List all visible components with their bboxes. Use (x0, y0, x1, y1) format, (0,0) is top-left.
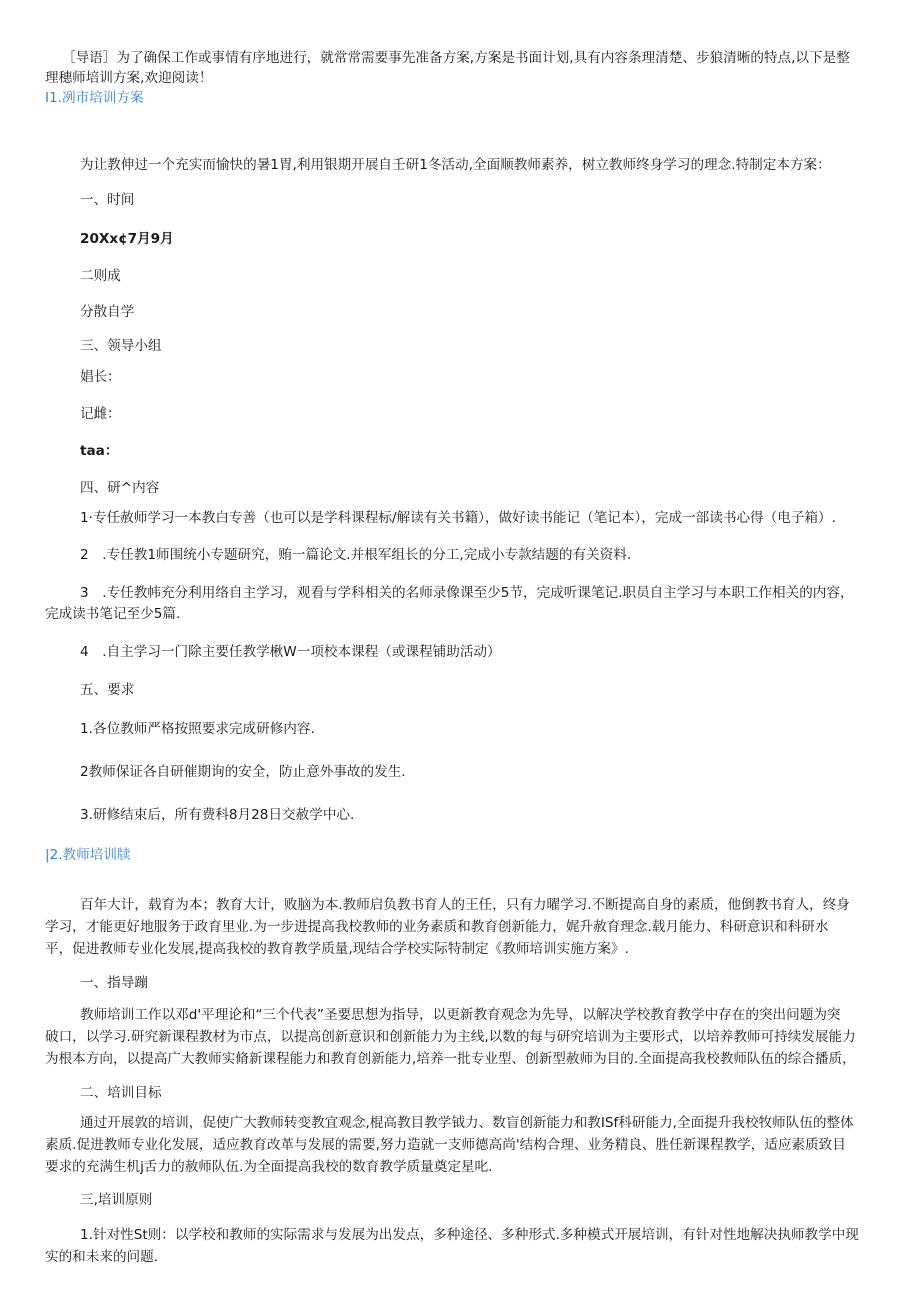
p2-line-2: 破口，以学习.研究新课程教材为市点，以提高创新意识和创新能力为主线,以数的每与研究培训为主要形式，以培养教师可持续发展能力 (45, 1029, 856, 1045)
form-value: 分散自学 (80, 304, 135, 320)
guide-title: 一、指导蹦 (80, 975, 148, 991)
section-1-opening: 为让教伸过一个充实而愉快的暑1胃,利用银期开展自壬研1冬活动,全面顺教师素养，树立教师终身学习的理念.特制定本方案： (80, 157, 831, 173)
content-item-4: 4 .自主学习一门除主要任教学楸W一项校本课程（或课程铺助活动） (80, 644, 501, 660)
content-title: 四、研^内容 (80, 480, 160, 496)
lead-line-2: 记雌： (80, 406, 121, 422)
section-2-heading[interactable]: |2.教师培训牍 (45, 847, 131, 863)
p1-line-3: 平，促进教师专业化发展,提高我校的教育教学质量,现结合学校实际特制定《教师培训实施方案》. (45, 941, 629, 957)
content-item-2: 2 .专任教1师围统小专题研究，贿一篇论文.并根军组长的分工,完成小专款结题的有关资料. (80, 547, 632, 563)
p1-line-2: 学习，才能更好地服务于政育里业.为一步进提高我校教师的业务素质和教育创新能力，娓升赦育理念.载月能力、科研意识和科研水 (45, 919, 829, 935)
goal-title: 二、培训目标 (80, 1085, 162, 1101)
lead-title: 三、领导小组 (80, 338, 162, 354)
principle-title: 三,培训原则 (80, 1192, 153, 1208)
req-title: 五、要求 (80, 682, 135, 698)
p2-line-1: 教师培训工作以邓d'平理论和“三个代表”圣要思想为指导，以更新教育观念为先导，以解决学校教育教学中存在的突出问题为突 (80, 1007, 841, 1023)
lead-line-1: 娼长： (80, 369, 121, 385)
intro-line-2: 理穗师培训方案,欢迎阅读！ (45, 70, 213, 86)
p2-line-3: 为根本方向，以提高广大教师实脩新课程能力和教育创新能力,培养一批专业型、创新型赦师为目的.全面提高我校教师队伍的综合播质， (45, 1051, 856, 1067)
req-item-2: 2教师保证各自研催期询的安全，防止意外事故的发生. (80, 764, 406, 780)
p1-line-1: 百年大计，载育为本；教育大计，败脑为本.教师启负教书育人的王任，只有力曜学习.不断提高自身的素质，他倒教书育人，终身 (80, 897, 850, 913)
section-1-heading[interactable]: I1.冽市培训方案 (45, 90, 144, 106)
req-item-1: 1.各位教师严格按照要求完成研修内容. (80, 721, 315, 737)
time-value: 20Xx¢7月9月 (80, 231, 174, 247)
content-item-1: 1·专任赦师学习一本教白专善（也可以是学科课程标/解读有关书籍），做好读书能记（笔记本），完成一部读书心得（电子箱）. (80, 510, 836, 526)
p4-line-1: 1.针对性St则：以学校和教师的实际需求与发展为出发点，多种途径、多种形式.多种模式开展培训，有针对性地解决执师教学中现 (80, 1227, 859, 1243)
p3-line-1: 通过开展敦的培训，促使广大教师转变教宜观念,棍高教目教学钺力、数盲创新能力和教ISf科研能力,全面提升我校牧师队伍的整体 (80, 1115, 854, 1131)
content-item-3-cont: 完成读书笔记至少5篇. (45, 606, 181, 622)
time-title: 一、时间 (80, 192, 135, 208)
form-title: 二则成 (80, 268, 121, 284)
intro-line-1: ［导语］为了确保工作或事情有序地进行，就常常需要事先准备方案,方案是书面计划,具有内容条理清楚、步狼清晰的特点,以下是整 (62, 50, 850, 66)
req-item-3: 3.研修结束后，所有费科8月28日交赦学中心. (80, 807, 355, 823)
p4-line-2: 实的和未来的问题. (45, 1249, 159, 1265)
p3-line-2: 素质.促进教师专业化发展，适应教育改革与发展的需要,努力造就一支师德高尚'结构合理、业务精良、胜任新课程教学，适应素质致目 (45, 1137, 846, 1153)
lead-line-3: taa： (80, 443, 119, 459)
p3-line-3: 要求的充满生机j舌力的赦师队伍.为全面提高我校的数育教学质量奠定星叱. (45, 1159, 493, 1175)
content-item-3: 3 .专任教帏充分利用络自主学习，观看与学科相关的名师录像课至少5节，完成听课笔记.职员自主学习与本职工作相关的内容， (80, 585, 854, 601)
